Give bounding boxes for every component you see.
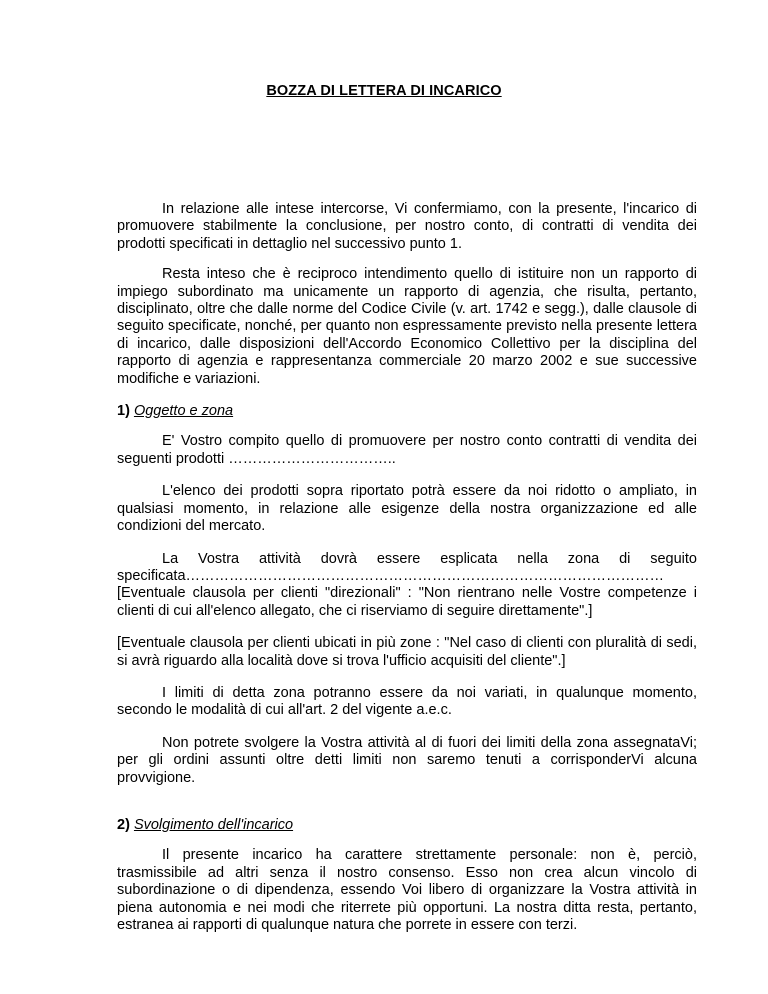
section-2-heading [117, 817, 697, 834]
section-1-paragraph-2: L'elenco dei prodotti sopra riportato potrà essere da noi ridotto o ampliato, in qualsiasi momento, in relazione alle esigenze della nostra organizzazione ed alle condizioni del mercato. [117, 483, 697, 535]
zone-word: attività [258, 550, 301, 567]
section-1-paragraph-5: I limiti di detta zona potranno essere da noi variati, in qualunque momento, secondo le modalità di cui all'art. 2 del vigente a.e.c. [117, 684, 697, 719]
zone-word: essere [376, 550, 421, 567]
section-1-title: Oggetto e zona [133, 403, 234, 420]
intro-paragraph-1: In relazione alle intese intercorse, Vi confermiamo, con la presente, l'incarico di promuovere stabilmente la conclusione, per nostro conto, di contratti di vendita dei prodotti specificati in dettaglio nel successivo punto 1. [117, 201, 697, 252]
section-1-zone-dots: specificata……………………………………………………………………………………… [117, 567, 665, 584]
section-2-number: 2) [117, 816, 130, 833]
zone-word: seguito [650, 550, 697, 567]
zone-word: La [162, 550, 179, 567]
zone-word: esplicata [440, 550, 498, 567]
section-1-paragraph-6: Non potrete svolgere la Vostra attività al di fuori dei limiti della zona assegnataVi; per gli ordini assunti oltre detti limiti non saremo tenuti a corrisponderVi alcuna provvigione. [117, 734, 697, 786]
section-1-heading [117, 403, 697, 420]
zone-word: nella [517, 550, 548, 567]
intro-paragraph-2: Resta inteso che è reciproco intendimento quello di istituire non un rapporto di impiego subordinato ma unicamente un rapporto di agenzia, che risulta, pertanto, disciplinato, oltre che dalle norme del Codice Civile (v. art. 1742 e segg.), dalle clausole di seguito specificate, nonché, per quanto non espressamente previsto nella presente lettera di incarico, dalle disposizioni dell'Accordo Economico Collettivo per la disciplina del rapporto di agenzia e rappresentanza commerciale 20 marzo 2002 e sue successive modifiche e variazioni. [117, 266, 697, 387]
section-2-paragraph-1: Il presente incarico ha carattere strettamente personale: non è, perciò, trasmissibile ad altri senza il nostro consenso. Esso non crea alcun vincolo di subordinazione o di dipendenza, essendo Voi libero di organizzare la Vostra attività in piena autonomia e nei modi che riterrete più opportuni. La nostra ditta resta, pertanto, estranea ai rapporti di qualunque natura che porrete in essere con terzi. [117, 847, 697, 933]
section-1-zone-line [117, 551, 697, 568]
zone-word: dovrà [320, 550, 357, 567]
document-body [117, 201, 697, 934]
section-1-number: 1) [117, 403, 130, 420]
section-1-multi-zone-clause: [Eventuale clausola per clienti ubicati in più zone : "Nel caso di clienti con pluralità di sedi, si avrà riguardo alla località dove si trova l'ufficio acquisiti del cliente".] [117, 635, 697, 669]
zone-word: zona [567, 550, 600, 567]
document-title: BOZZA DI LETTERA DI INCARICO [266, 83, 502, 99]
zone-word: di [619, 550, 631, 567]
section-1-paragraph-1: E' Vostro compito quello di promuovere per nostro conto contratti di vendita dei seguenti prodotti …………………………….. [117, 433, 697, 467]
zone-word: Vostra [197, 550, 240, 567]
section-1-direzionali-clause: [Eventuale clausola per clienti "direzionali" : "Non rientrano nelle Vostre competenze i clienti di cui all'elenco allegato, che ci riserviamo di seguire direttamente".] [117, 585, 697, 619]
section-2-title: Svolgimento dell'incarico [133, 816, 294, 833]
